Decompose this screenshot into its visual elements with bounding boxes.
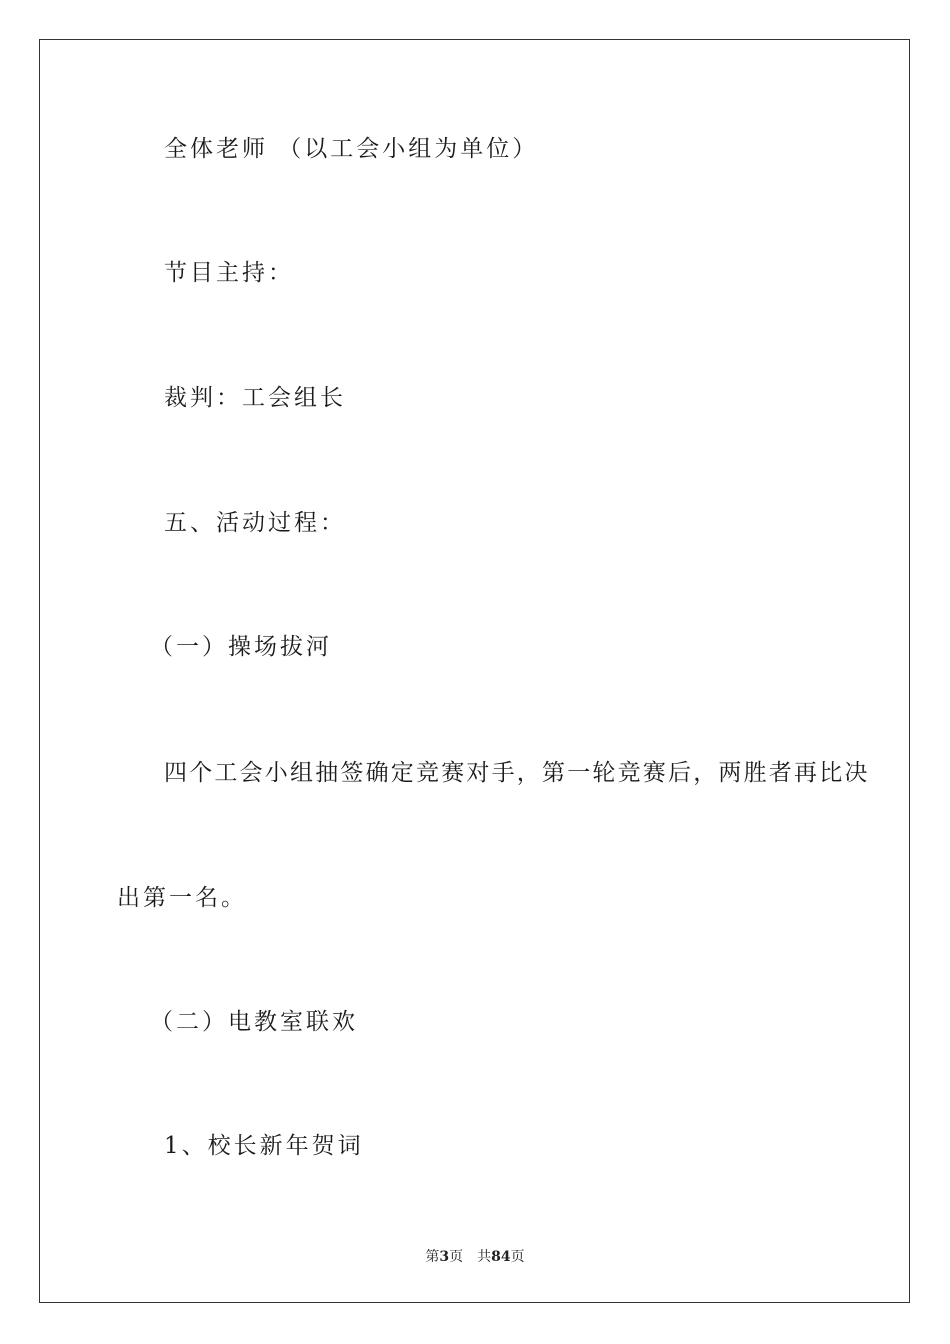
footer-page-prefix: 第 xyxy=(425,1249,440,1265)
footer-total-suffix: 页 xyxy=(510,1249,525,1265)
section-heading-activity-process: 五、活动过程： xyxy=(164,510,346,536)
paragraph-line-1: 四个工会小组抽签确定竞赛对手，第一轮竞赛后，两胜者再比决 xyxy=(164,760,870,786)
page-border xyxy=(39,39,910,1303)
paragraph-line-2: 出第一名。 xyxy=(117,885,247,911)
text-line-host: 节目主持： xyxy=(164,260,294,286)
subheading-party: （二）电教室联欢 xyxy=(150,1009,358,1035)
footer-page-number: 3 xyxy=(439,1249,450,1265)
footer-page-suffix: 页 xyxy=(449,1249,464,1265)
text-line-participants: 全体老师 （以工会小组为单位） xyxy=(164,136,539,162)
footer-total-pages: 84 xyxy=(491,1249,511,1265)
subheading-tug-of-war: （一）操场拔河 xyxy=(150,634,332,660)
text-line-referee: 裁判：工会组长 xyxy=(164,385,346,411)
page-footer xyxy=(0,1248,950,1266)
list-item-principal-speech: 1、校长新年贺词 xyxy=(164,1133,364,1159)
footer-total-prefix: 共 xyxy=(477,1249,492,1265)
